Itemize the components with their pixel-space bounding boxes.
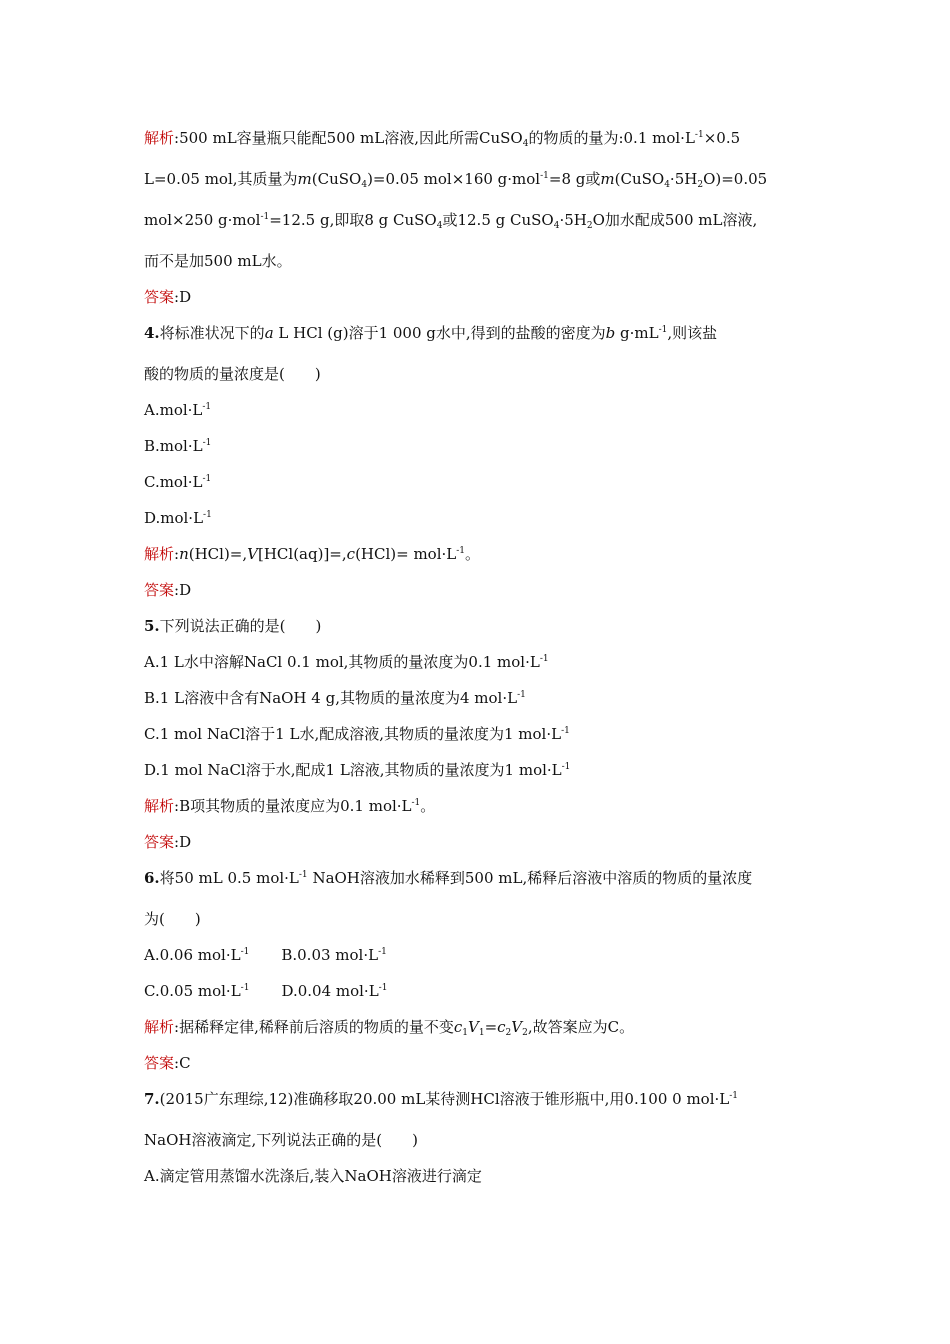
q6-option-c: C.0.05 $mol\cdot L^{-1}$ [144, 982, 250, 1000]
q7-stem-line-1: 7.(2015广东理综,12)准确移取20.00 mL某待测HCl溶液于锥形瓶中,用0.100 0 $mol\cdot L^{-1}$ [144, 1090, 739, 1108]
q4-option-b: $B.mol\cdot L^{-1}$ [144, 437, 212, 455]
q5-option-a: A.1 L水中溶解NaCl 0.1 mol,其物质的量浓度为0.1 $mol\cdot L^{-1}$ [144, 653, 549, 671]
q6-analysis: 解析:据稀释定律,稀释前后溶质的物质的量不变$c_1V_1=c_2V_2$,故答案应为C。 [144, 1018, 635, 1038]
q5-analysis: 解析:B项其物质的量浓度应为0.1 $mol\cdot L^{-1}$。 [144, 797, 436, 815]
analysis-label: 解析 [144, 129, 175, 147]
q5-stem: 5.下列说法正确的是( ) [144, 617, 322, 635]
q4-option-d: $D.mol\cdot L^{-1}$ [144, 509, 212, 527]
q6-option-b: B.0.03 $mol\cdot L^{-1}$ [281, 946, 387, 964]
q3-analysis-line-2: L=0.05 mol,其质量为m(CuSO$_4$)=0.05 mol×160 g·mol$^{-1}$=8 g或$m(CuSO_4\cdot 5H_2O)=0.05$ [144, 170, 768, 190]
q7-option-a: A.滴定管用蒸馏水洗涤后,装入NaOH溶液进行滴定 [144, 1167, 482, 1185]
q4-stem-line-1: 4.将标准状况下的a L HCl (g)溶于1 000 g水中,得到的盐酸的密度为b $g\cdot mL^{-1}$,则该盐 [144, 324, 718, 342]
q6-options-row-1 [144, 945, 387, 965]
q6-options-row-2 [144, 981, 387, 1001]
q5-option-b: B.1 L溶液中含有NaOH 4 g,其物质的量浓度为4 $mol\cdot L^{-1}$ [144, 689, 526, 707]
q3-analysis-line-3: mol×250 g·mol$^{-1}$=12.5 g,即取8 g CuSO$_4$或12.5 g $CuSO_4\cdot 5H_2O$加水配成500 mL溶液, [144, 211, 758, 231]
q5-option-c: C.1 mol NaCl溶于1 L水,配成溶液,其物质的量浓度为1 $mol\cdot L^{-1}$ [144, 725, 570, 743]
answer-label: 答案 [144, 288, 175, 306]
q5-answer: 答案:D [144, 833, 192, 851]
q4-stem-line-2: 酸的物质的量浓度是( ) [144, 365, 321, 383]
q4-analysis: 解析:n(HCl)=,V[HCl(aq)]=,c(HCl)= $mol\cdot L^{-1}$。 [144, 545, 481, 563]
q4-option-a: $A.mol\cdot L^{-1}$ [144, 401, 212, 419]
q6-stem-line-1: 6.将50 mL 0.5 $mol\cdot L^{-1}$ NaOH溶液加水稀释到500 mL,稀释后溶液中溶质的物质的量浓度 [144, 869, 753, 887]
q4-option-c: $C.mol\cdot L^{-1}$ [144, 473, 212, 491]
q7-stem-line-2: NaOH溶液滴定,下列说法正确的是( ) [144, 1131, 418, 1149]
q6-stem-line-2: 为( ) [144, 910, 201, 928]
q4-answer: 答案:D [144, 581, 192, 599]
q6-answer: 答案:C [144, 1054, 191, 1072]
q5-option-d: D.1 mol NaCl溶于水,配成1 L溶液,其物质的量浓度为1 $mol\cdot L^{-1}$ [144, 761, 571, 779]
q6-option-d: D.0.04 $mol\cdot L^{-1}$ [281, 982, 388, 1000]
q6-option-a: A.0.06 $mol\cdot L^{-1}$ [144, 946, 250, 964]
q3-analysis-line-1: 解析:500 mL容量瓶只能配500 mL溶液,因此所需CuSO$_4$的物质的量为:0.1 $mol\cdot L^{-1}\times 0.5$ [144, 129, 741, 149]
q3-answer: 答案:D [144, 288, 192, 306]
q3-analysis-line-4: 而不是加500 mL水。 [144, 252, 292, 270]
